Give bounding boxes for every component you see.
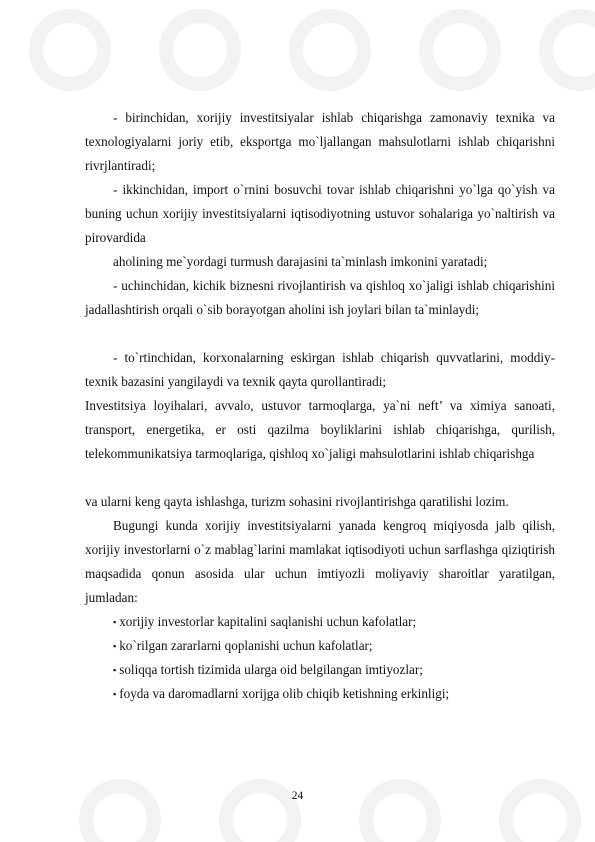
page-number: 24 <box>291 790 304 802</box>
list-item <box>113 610 416 634</box>
list-item-text: ko`rilgan zararlarni qoplanishi uchun kafolatlar; <box>119 638 373 653</box>
paragraph-bugungi-kunda: Bugungi kunda xorijiy investitsiyalarni yanada kengroq miqiyosda jalb qilish, xorijiy investorlarni o`z mablag`larini mamlakat iqtisodiyoti uchun sarflashga qiziqtirish maqsadida qonun asosida ular uchun imtiyozli moliyaviy sharoitlar yaratilgan, jumladan: <box>85 518 555 605</box>
paragraph-ikkinchidan: - ikkinchidan, import o`rnini bosuvchi tovar ishlab chiqarishni yo`lga qo`yish va buning uchun xorijiy investitsiyalarni iqtisodiyotning ustuvor sohalariga yo`naltirish va pirovardida <box>85 182 555 245</box>
paragraph-uchinchidan: - uchinchidan, kichik biznesni rivojlantirish va qishloq xo`jaligi ishlab chiqarishini jadallashtirish orqali o`sib borayotgan aholini ish joylari bilan ta`minlaydi; <box>85 278 555 317</box>
paragraph-investitsiya-loyihalari: Investitsiya loyihalari, avvalo, ustuvor tarmoqlarga, ya`ni neft’ va ximiya sanoati, transport, energetika, er osti qazilma boyliklarini ishlab chiqarishga, qurilish, telekommunikatsiya tarmoqlariga, qishloq xo`jaligi mahsulotlarini ishlab chiqarishga <box>85 398 555 461</box>
bullet-icon: ▪ <box>113 617 117 627</box>
paragraph-birinchidan: - birinchidan, xorijiy investitsiyalar ishlab chiqarishga zamonaviy texnika va texnologiyalarni joriy etib, eksportga mo`ljallangan mahsulotlarni ishlab chiqarishni rivrjlantiradi; <box>85 110 555 173</box>
paragraph-tortinchidan: - to`rtinchidan, korxonalarning eskirgan ishlab chiqarish quvvatlarini, moddiy-texnik bazasini yangilaydi va texnik qayta qurollantiradi; <box>85 350 555 389</box>
paragraph-aholining: aholining me`yordagi turmush darajasini ta`minlash imkonini yaratadi; <box>113 254 488 269</box>
list-item-text: foyda va daromadlarni xorijga olib chiqib ketishning erkinligi; <box>119 686 450 701</box>
list-item-text: soliqqa tortish tizimida ularga oid belgilangan imtiyozlar; <box>119 662 423 677</box>
list-item <box>113 658 423 682</box>
list-item <box>113 634 373 658</box>
list-item <box>113 682 449 706</box>
list-item-text: xorijiy investorlar kapitalini saqlanishi uchun kafolatlar; <box>119 614 417 629</box>
bullet-icon: ▪ <box>113 665 117 675</box>
paragraph-keng-qayta-ishlash: va ularni keng qayta ishlashga, turizm sohasini rivojlantirishga qaratilishi lozim. <box>85 494 509 509</box>
bullet-icon: ▪ <box>113 689 117 699</box>
bullet-icon: ▪ <box>113 641 117 651</box>
